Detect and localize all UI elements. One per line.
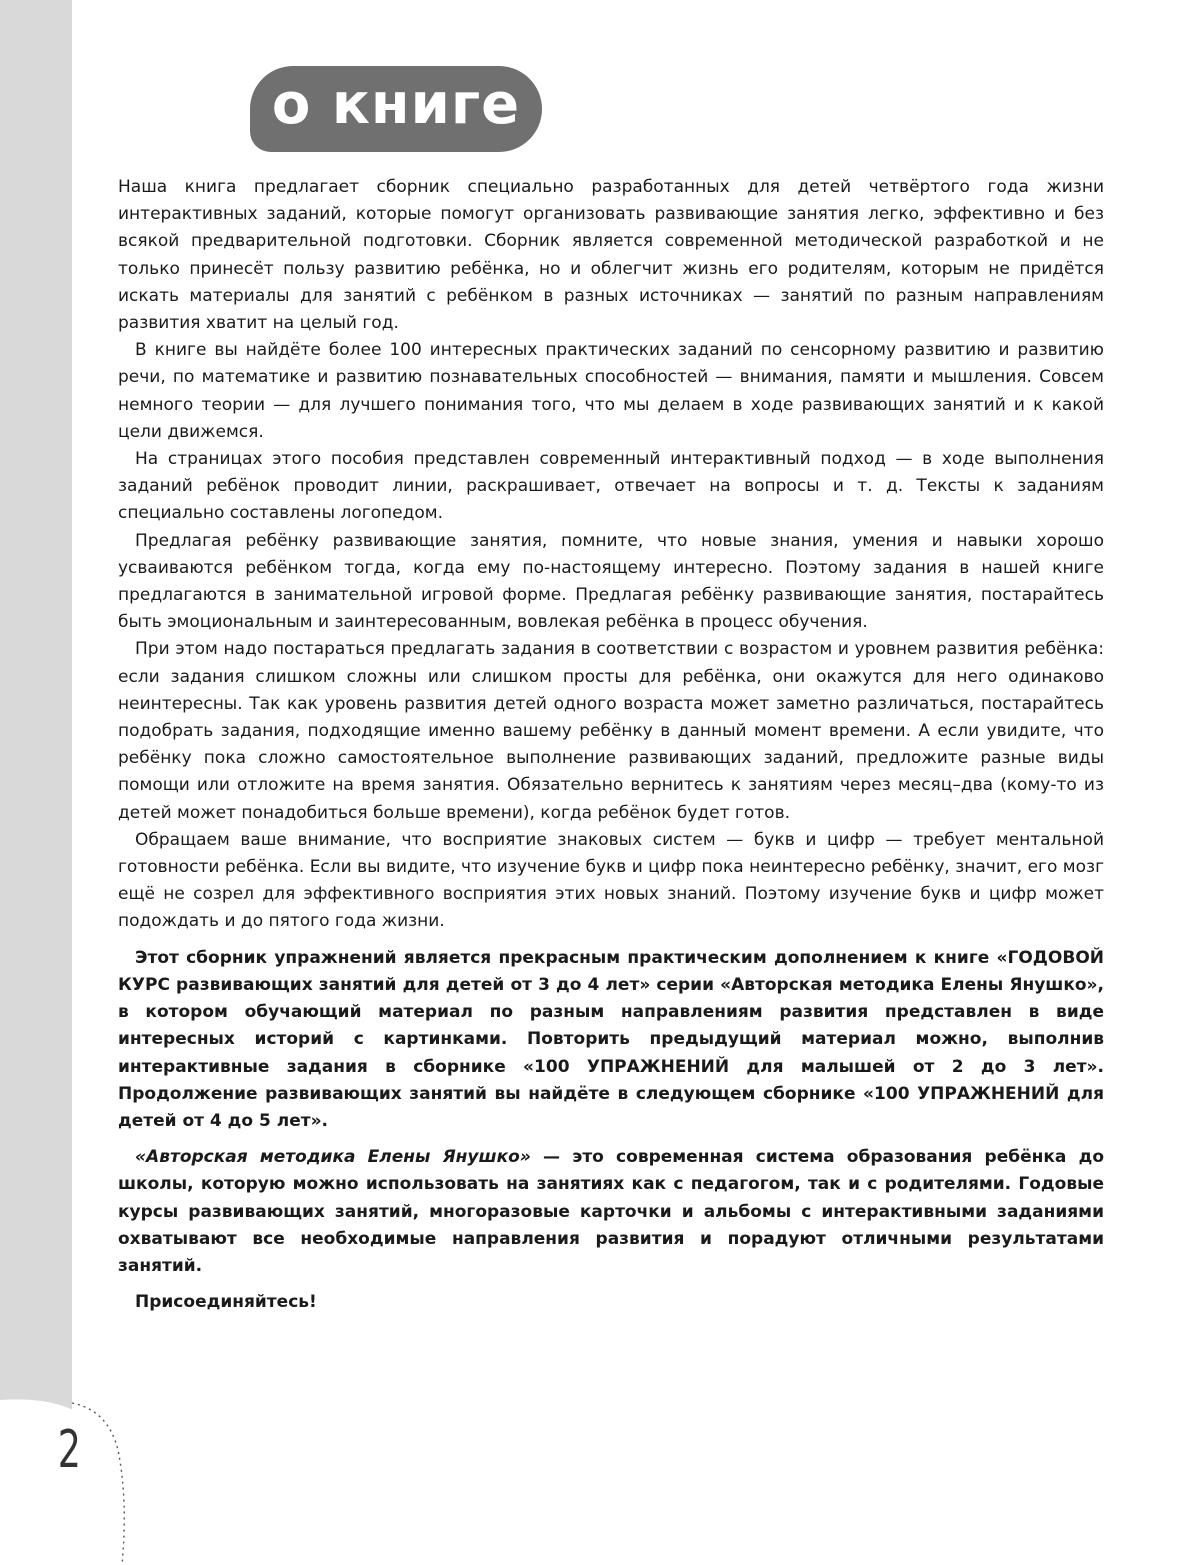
paragraph-4: Предлагая ребёнку развивающие занятия, помните, что новые знания, умения и навыки хорошо усваиваются ребёнком тогда, когда ему по-настоящему интересно. Поэтому задания в нашей книге предлагаются в занимательной игровой форме. Предлагая ребёнку развивающие занятия, постарайтесь быть эмоциональным и заинтересованным, вовлекая ребёнка в процесс обучения.: [118, 530, 1104, 633]
paragraph-1: Наша книга предлагает сборник специально разработанных для детей четвёртого года жизни интерактивных заданий, которые помогут организовать развивающие занятия легко, эффективно и без всякой предварительной подготовки. Сборник является современной методической разработкой и не только принесёт пользу развитию ребёнка, но и облегчит жизнь его родителям, которым не придётся искать материалы для занятий с ребёнком в разных источниках — занятий по разным направлениям развития хватит на целый год.: [118, 177, 1104, 334]
paragraph-5: При этом надо постараться предлагать задания в соответствии с возрастом и уровнем развития ребёнка: если задания слишком сложны или слишком просты для ребёнка, они окажутся для него одинаково неинтересны. Так как уровень развития детей одного возраста может заметно различаться, постарайтесь подобрать задания, подходящие именно вашему ребёнку в данный момент времени. А если увидите, что ребёнку пока сложно самостоятельное выполнение развивающих заданий, предложите разные виды помощи или отложите на время занятия. Обязательно вернитесь к занятиям через месяц–два (кому-то из детей может понадобиться больше времени), когда ребёнок будет готов.: [118, 639, 1104, 823]
closing-text: Присоединяйтесь!: [135, 1292, 317, 1313]
paragraph-3: На страницах этого пособия представлен современный интерактивный подход — в ходе выполнения заданий ребёнок проводит линии, раскрашивает, отвечает на вопросы и т. д. Тексты к заданиям специально составлены логопедом.: [118, 449, 1104, 524]
bold-paragraph-series: Этот сборник упражнений является прекрасным практическим дополнением к книге «ГОДОВОЙ КУРС развивающих занятий для детей от 3 до 4 лет» серии «Авторская методика Елены Янушко», в котором обучающий материал по разным направлениям развития представлен в виде интересных историй с картинками. Повторить предыдущий материал можно, выполнив интерактивные задания в сборнике «100 УПРАЖНЕНИЙ для малышей от 2 до 3 лет». Продолжение развивающих занятий вы найдёте в следующем сборнике «100 УПРАЖНЕНИЙ для детей от 4 до 5 лет».: [118, 947, 1104, 1131]
paragraph-2: В книге вы найдёте более 100 интересных практических заданий по сенсорному развитию и развитию речи, по математике и развитию познавательных способностей — внимания, памяти и мышления. Совсем немного теории — для лучшего понимания того, что мы делаем в ходе развивающих занятий и к какой цели движемся.: [118, 340, 1104, 442]
body-text: [118, 174, 1104, 1316]
page-title-badge: [250, 66, 542, 152]
page-title: о книге: [271, 72, 521, 137]
side-strip: [0, 0, 72, 1565]
paragraph-6: Обращаем ваше внимание, что восприятие знаковых систем — букв и цифр — требует ментальной готовности ребёнка. Если вы видите, что изучение букв и цифр пока неинтересно ребёнку, значит, его мозг ещё не созрел для эффективного восприятия этих новых знаний. Поэтому изучение букв и цифр может подождать и до пятого года жизни.: [118, 829, 1104, 932]
method-name: «Авторская методика Елены Янушко»: [135, 1147, 531, 1168]
method-description: — это современная система образования ребёнка до школы, которую можно использовать на занятиях как с педагогом, так и с родителями. Годовые курсы развивающих занятий, многоразовые карточки и альбомы с интерактивными заданиями охватывают все необходимые направления развития и порадуют отличными результатами занятий.: [118, 1147, 1105, 1276]
bold-paragraph-method: [118, 1144, 1104, 1280]
page-number: 2: [57, 1420, 81, 1480]
